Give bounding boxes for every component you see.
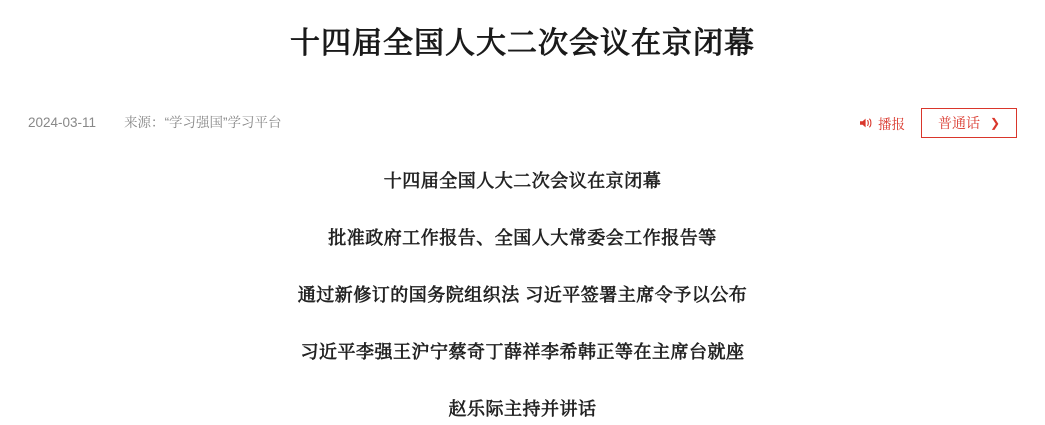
source-name: “学习强国”学习平台 [164, 115, 282, 130]
body-line: 赵乐际主持并讲话 [448, 399, 597, 419]
publish-date: 2024-03-11 [28, 115, 97, 130]
meta-bar [0, 104, 1045, 144]
article-meta [28, 112, 282, 134]
broadcast-label: 播报 [878, 117, 905, 132]
speaker-icon [859, 116, 873, 130]
body-line: 通过新修订的国务院组织法 习近平签署主席令予以公布 [297, 285, 748, 305]
language-button[interactable] [921, 108, 1017, 138]
language-label: 普通话 [937, 115, 980, 131]
body-line: 批准政府工作报告、全国人大常委会工作报告等 [328, 228, 717, 248]
body-line: 十四届全国人大二次会议在京闭幕 [383, 171, 662, 191]
body-line: 习近平李强王沪宁蔡奇丁薛祥李希韩正等在主席台就座 [300, 342, 745, 362]
source-label: 来源： [124, 115, 165, 130]
broadcast-button[interactable] [859, 113, 905, 133]
article-actions [859, 108, 1017, 138]
article-body [0, 166, 1045, 424]
chevron-right-icon: ❯ [989, 116, 1001, 130]
page-title: 十四届全国人大二次会议在京闭幕 [290, 27, 755, 60]
